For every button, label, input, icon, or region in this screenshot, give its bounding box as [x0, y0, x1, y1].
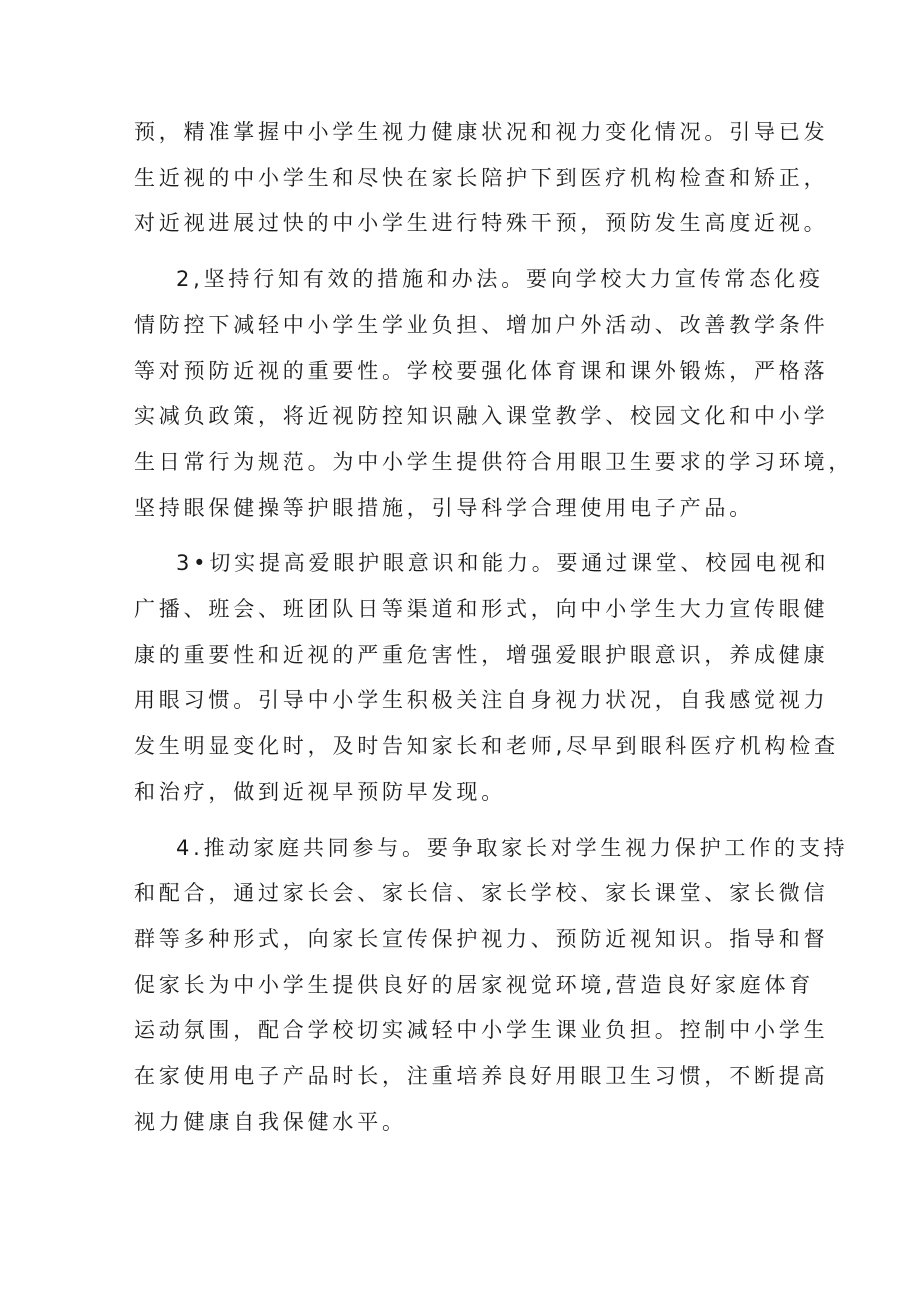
text-line: 和治疗，做到近视早预防早发现。: [134, 779, 506, 804]
paragraph-item-3: [134, 541, 839, 815]
document-body: [134, 110, 854, 1145]
text-line: 广播、班会、班团队日等渠道和形式，向中小学生大力宣传眼健: [134, 597, 829, 622]
text-line: 康的重要性和近视的严重危害性，增强爱眼护眼意识，养成健康: [134, 642, 829, 667]
paragraph-item-2: [134, 257, 854, 531]
text-line: 3•切实提高爱眼护眼意识和能力。要通过课堂、校园电视和: [176, 551, 830, 576]
paragraph-continuation: [134, 110, 829, 247]
text-line: 坚持眼保健操等护眼措施，引导科学合理使用电子产品。: [134, 495, 754, 520]
text-line: 生日常行为规范。为中小学生提供符合用眼卫生要求的学习环境，: [134, 449, 854, 474]
paragraph-gap: [134, 247, 794, 257]
text-line: 促家长为中小学生提供良好的居家视觉环境,营造良好家庭体育: [134, 972, 815, 997]
text-line: 发生明显变化时，及时告知家长和老师,尽早到眼科医疗机构检查: [134, 734, 839, 759]
text-line: 等对预防近视的重要性。学校要强化体育课和课外锻炼，严格落: [134, 358, 829, 383]
paragraph-item-4: [134, 826, 849, 1146]
paragraph-gap: [134, 531, 794, 541]
text-line: 在家使用电子产品时长，注重培养良好用眼卫生习惯，不断提高: [134, 1064, 829, 1089]
text-line: 2,坚持行知有效的措施和办法。要向学校大力宣传常态化疫: [176, 267, 824, 292]
text-line: 实减负政策，将近视防控知识融入课堂教学、校园文化和中小学: [134, 404, 829, 429]
text-line: 预，精准掌握中小学生视力健康状况和视力变化情况。引导已发: [134, 120, 829, 144]
text-line: 群等多种形式，向家长宣传保护视力、预防近视知识。指导和督: [134, 926, 829, 951]
text-line: 生近视的中小学生和尽快在家长陪护下到医疗机构检查和矫正，: [134, 165, 829, 190]
text-line: 情防控下减轻中小学生学业负担、增加户外活动、改善教学条件: [134, 312, 829, 337]
text-line: 视力健康自我保健水平。: [134, 1109, 407, 1134]
text-line: 对近视进展过快的中小学生进行特殊干预，预防发生高度近视。: [134, 211, 829, 236]
text-line: 4.推动家庭共同参与。要争取家长对学生视力保护工作的支持: [176, 835, 849, 860]
text-line: 运动氛围，配合学校切实减轻中小学生课业负担。控制中小学生: [134, 1018, 829, 1043]
text-line: 和配合，通过家长会、家长信、家长学校、家长课堂、家长微信: [134, 881, 829, 906]
paragraph-gap: [134, 816, 794, 826]
text-line: 用眼习惯。引导中小学生积极关注自身视力状况，自我感觉视力: [134, 688, 829, 713]
